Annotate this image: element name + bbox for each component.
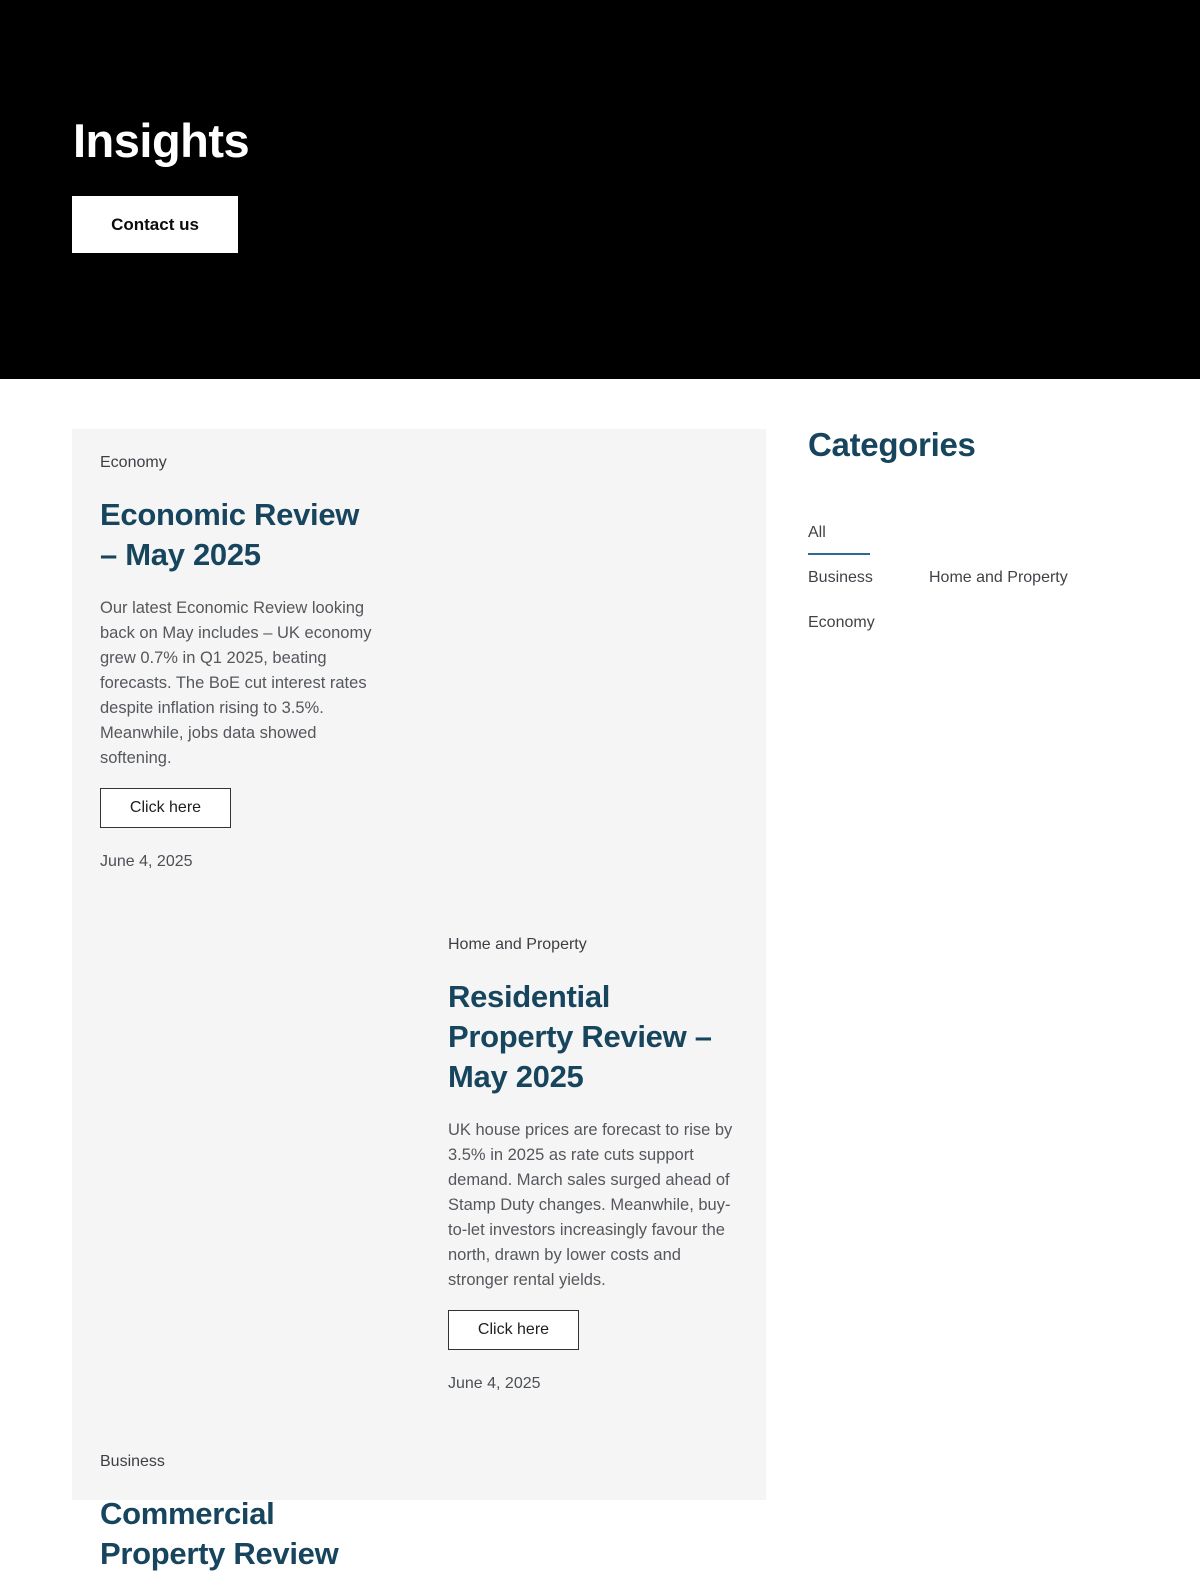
click-here-button[interactable]: Click here [100, 788, 231, 828]
category-row [808, 614, 1158, 632]
article-date: June 4, 2025 [100, 853, 193, 870]
article-category-label: Economy [100, 454, 167, 471]
contact-us-button[interactable]: Contact us [72, 196, 238, 253]
article-economic-review [100, 451, 382, 872]
article-category-label: Home and Property [448, 936, 587, 953]
article-title-line: Residential [448, 979, 611, 1014]
category-filter-home-and-property[interactable]: Home and Property [929, 569, 1068, 586]
article-title-line: – May 2025 [100, 537, 261, 572]
category-filter-business[interactable]: Business [808, 569, 873, 586]
article-business-cutoff [100, 1450, 382, 1574]
article-residential-property-review [448, 933, 740, 1394]
article-title [448, 977, 740, 1097]
article-title-line: Property Review – [448, 1019, 712, 1054]
article-title-line: Economic Review [100, 497, 360, 532]
article-title [100, 1494, 382, 1574]
article-category-label: Business [100, 1453, 165, 1470]
category-filter-list [808, 524, 1158, 632]
category-row [808, 569, 1158, 587]
article-title-line: Commercial Property Review [100, 1496, 339, 1571]
page-title: Insights [73, 114, 250, 167]
category-filter-all[interactable]: All [808, 524, 870, 555]
site-header [0, 0, 1200, 379]
category-filter-economy[interactable]: Economy [808, 614, 875, 631]
article-title [100, 495, 382, 575]
article-excerpt: UK house prices are forecast to rise by 3.5% in 2025 as rate cuts support demand. March sales surged ahead of Stamp Duty changes. Meanwhile, buy-to-let investors increasingly favour the north, drawn by lower costs and stronger rental yields. [448, 1121, 733, 1289]
categories-heading: Categories [808, 426, 976, 463]
category-row [808, 524, 1158, 555]
article-title-line: May 2025 [448, 1059, 584, 1094]
articles-panel [72, 429, 766, 1571]
article-date: June 4, 2025 [448, 1375, 541, 1392]
click-here-button[interactable]: Click here [448, 1310, 579, 1350]
categories-sidebar [808, 425, 1158, 632]
article-excerpt: Our latest Economic Review looking back on May includes – UK economy grew 0.7% in Q1 2025, beating forecasts. The BoE cut interest rates despite inflation rising to 3.5%. Meanwhile, jobs data showed softening. [100, 599, 372, 767]
